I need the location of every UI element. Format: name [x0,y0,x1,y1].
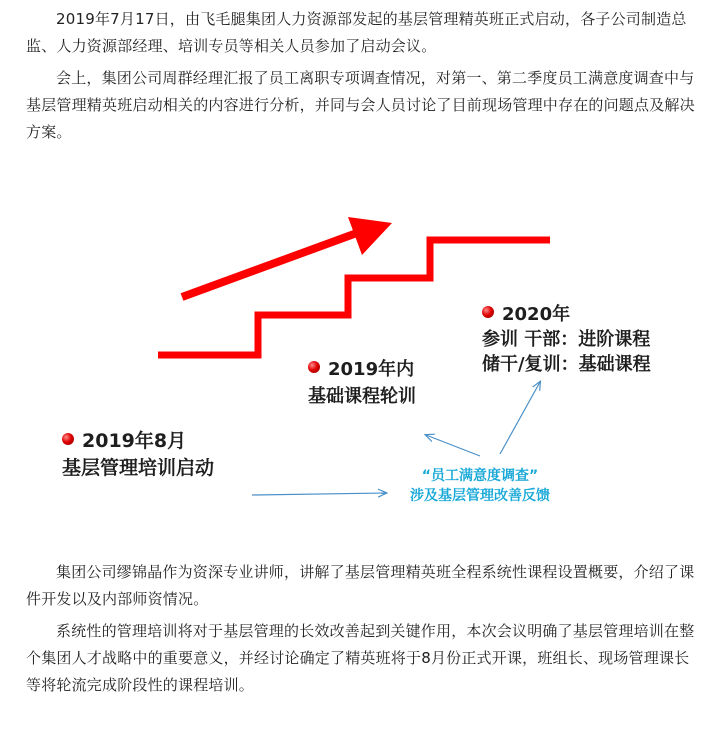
stage1-label: 2019年8月 基层管理培训启动 [62,430,215,479]
training-roadmap-figure [30,190,710,540]
stage3-label: 2020年 参训 干部：进阶课程 储干/复训：基础课程 [482,304,651,375]
bullet-icon [308,361,320,373]
bullet-icon [482,306,494,318]
stage2-label: 2019年内 基础课程轮训 [308,359,416,407]
growth-arrow-shaft [182,230,365,297]
paragraph-meeting: 会上，集团公司周群经理汇报了员工离职专项调查情况，对第一、第二季度员工满意度调查中与基层管理精英班启动相关的内容进行分析，并同与会人员讨论了目前现场管理中存在的问题点及解决方案。 [26,69,695,141]
bullet-icon [62,433,74,445]
feedback-arrow-up [500,382,540,454]
feedback-arrow-right [252,493,386,495]
feedback-arrow-left [426,435,480,456]
paragraph-conclusion: 系统性的管理培训将对于基层管理的长效改善起到关键作用，本次会议明确了基层管理培训在整个集团人才战略中的重要意义，并经讨论确定了精英班将于8月份正式开课，班组长、现场管理课长等将轮流完成阶段性的课程培训。 [26,622,695,694]
paragraph-launch: 2019年7月17日，由飞毛腿集团人力资源部发起的基层管理精英班正式启动，各子公司制造总监、人力资源部经理、培训专员等相关人员参加了启动会议。 [26,10,687,55]
paragraph-lecturer: 集团公司缪锦晶作为资深专业讲师，讲解了基层管理精英班全程系统性课程设置概要，介绍了课件开发以及内部师资情况。 [26,563,695,608]
survey-note: “员工满意度调查” 涉及基层管理改善反馈 [410,468,550,504]
